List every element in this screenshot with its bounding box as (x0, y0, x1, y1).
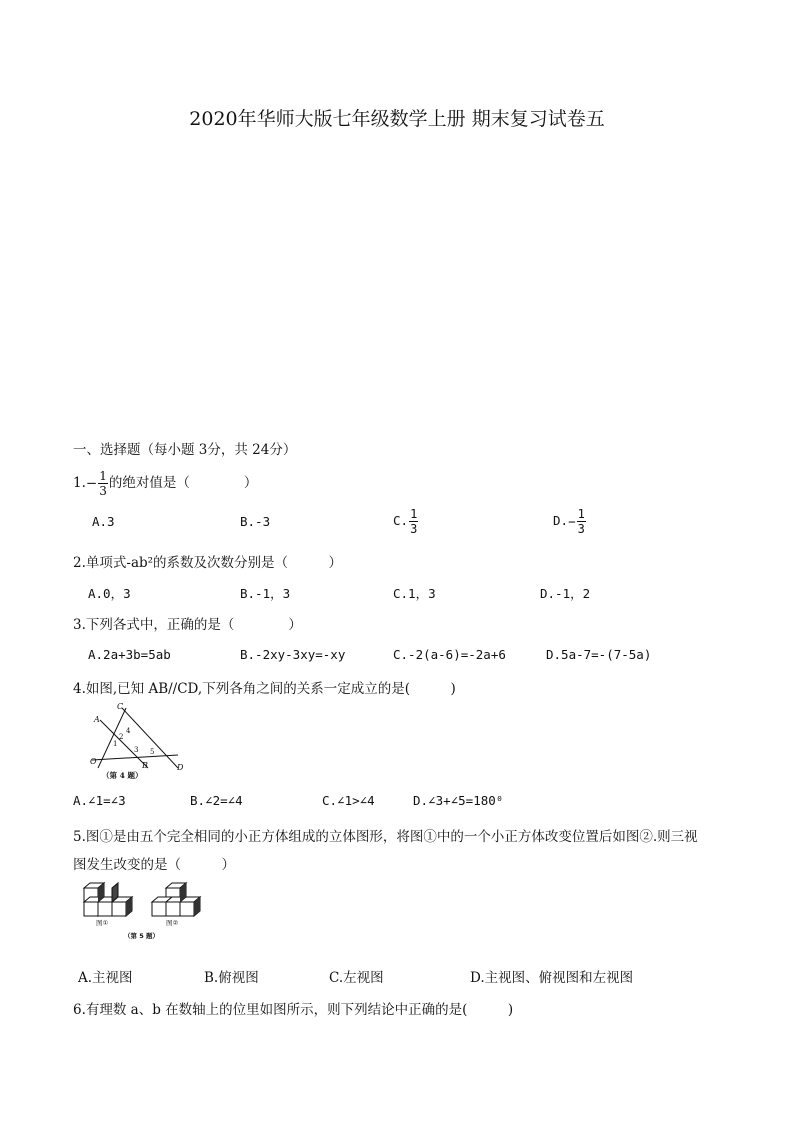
q4-option-d: D.∠3+∠5=180⁰ (413, 793, 504, 808)
q4-label-a: A (94, 715, 100, 724)
q4-line-ab (100, 720, 148, 768)
question-1-stem (73, 470, 257, 497)
q1-option-c-fraction (409, 508, 418, 535)
q4-angle-5: 5 (150, 748, 155, 756)
question-4-stem: 4.如图,已知 AB//CD,下列各角之间的关系一定成立的是( ) (73, 681, 456, 697)
q1-option-d (553, 508, 587, 535)
q4-label-b: B (142, 761, 148, 770)
q1-stem-text: 的绝对值是（ ） (108, 475, 258, 491)
q5-figure-1-label: 图① (96, 919, 109, 927)
q4-label-d: D (177, 763, 184, 772)
q1-fraction-denominator: 3 (99, 484, 107, 498)
q4-line-cd (122, 708, 178, 768)
q4-figure (86, 700, 186, 782)
q1-option-d-fraction (577, 508, 586, 535)
question-2-stem: 2.单项式-ab²的系数及次数分别是（ ） (73, 555, 343, 571)
q3-option-a: A.2a+3b=5ab (88, 647, 171, 662)
q1-option-c-numerator: 1 (410, 507, 418, 521)
q3-option-d: D.5a-7=-(7-5a) (546, 647, 652, 662)
q1-option-d-minus: − (568, 514, 576, 529)
question-3-stem: 3.下列各式中，正确的是（ ） (73, 617, 302, 633)
section-heading: 一、选择题（每小题 3分，共 24分） (73, 442, 297, 458)
q5-option-c: C.左视图 (329, 970, 384, 986)
q4-label-o: O (90, 757, 97, 766)
q1-option-b: B.-3 (240, 514, 271, 529)
q1-option-c-label: C. (393, 513, 409, 528)
q3-option-c: C.-2(a-6)=-2a+6 (393, 647, 506, 662)
q3-option-b: B.-2xy-3xy=-xy (240, 647, 346, 662)
q1-number: 1. (73, 475, 86, 491)
question-6-stem: 6.有理数 a、b 在数轴上的位里如图所示，则下列结论中正确的是( ) (73, 1002, 514, 1018)
q2-option-d: D.-1，2 (540, 586, 591, 601)
q5-figure-1-cubes (84, 883, 132, 916)
q2-option-c: C.1，3 (393, 586, 436, 601)
q4-angle-3: 3 (134, 746, 139, 754)
q5-figure-2-cubes (152, 883, 200, 916)
q4-option-a: A.∠1=∠3 (73, 793, 126, 808)
question-5-stem-line-1: 5.图①是由五个完全相同的小正方体组成的立体图形，将图①中的一个小正方体改变位置后如图②.则三视 (73, 829, 698, 845)
q4-angle-2: 2 (119, 733, 124, 741)
question-5-stem-line-2: 图发生改变的是（ ） (73, 857, 235, 873)
q5-caption: （第 5 题） (124, 932, 160, 940)
q5-figure-2-label: 图② (166, 919, 179, 927)
q1-option-d-label: D. (553, 513, 569, 528)
q2-option-b: B.-1，3 (240, 586, 291, 601)
q1-option-c (393, 508, 419, 535)
q4-angle-4: 4 (126, 727, 131, 735)
q4-line-ab-base (92, 755, 178, 760)
q4-angle-1: 1 (113, 740, 118, 748)
q1-minus: − (85, 475, 98, 492)
q5-option-a: A.主视图 (78, 970, 133, 986)
q5-option-d: D.主视图、俯视图和左视图 (470, 970, 634, 986)
q1-option-c-denominator: 3 (410, 522, 418, 536)
q5-figure (76, 880, 216, 958)
q4-caption: （第 4 题） (102, 771, 143, 780)
q4-option-c: C.∠1>∠4 (322, 793, 375, 808)
page-title: 2020年华师大版七年级数学上册 期末复习试卷五 (189, 108, 605, 130)
q5-option-b: B.俯视图 (204, 970, 259, 986)
q1-option-a: A.3 (92, 514, 115, 529)
q4-label-c: C (117, 702, 124, 711)
q1-option-d-denominator: 3 (577, 522, 585, 536)
q1-fraction-numerator: 1 (99, 469, 107, 483)
q2-option-a: A.0，3 (88, 586, 131, 601)
q1-option-d-numerator: 1 (577, 507, 585, 521)
q4-option-b: B.∠2=∠4 (190, 793, 243, 808)
q1-fraction (98, 470, 108, 497)
